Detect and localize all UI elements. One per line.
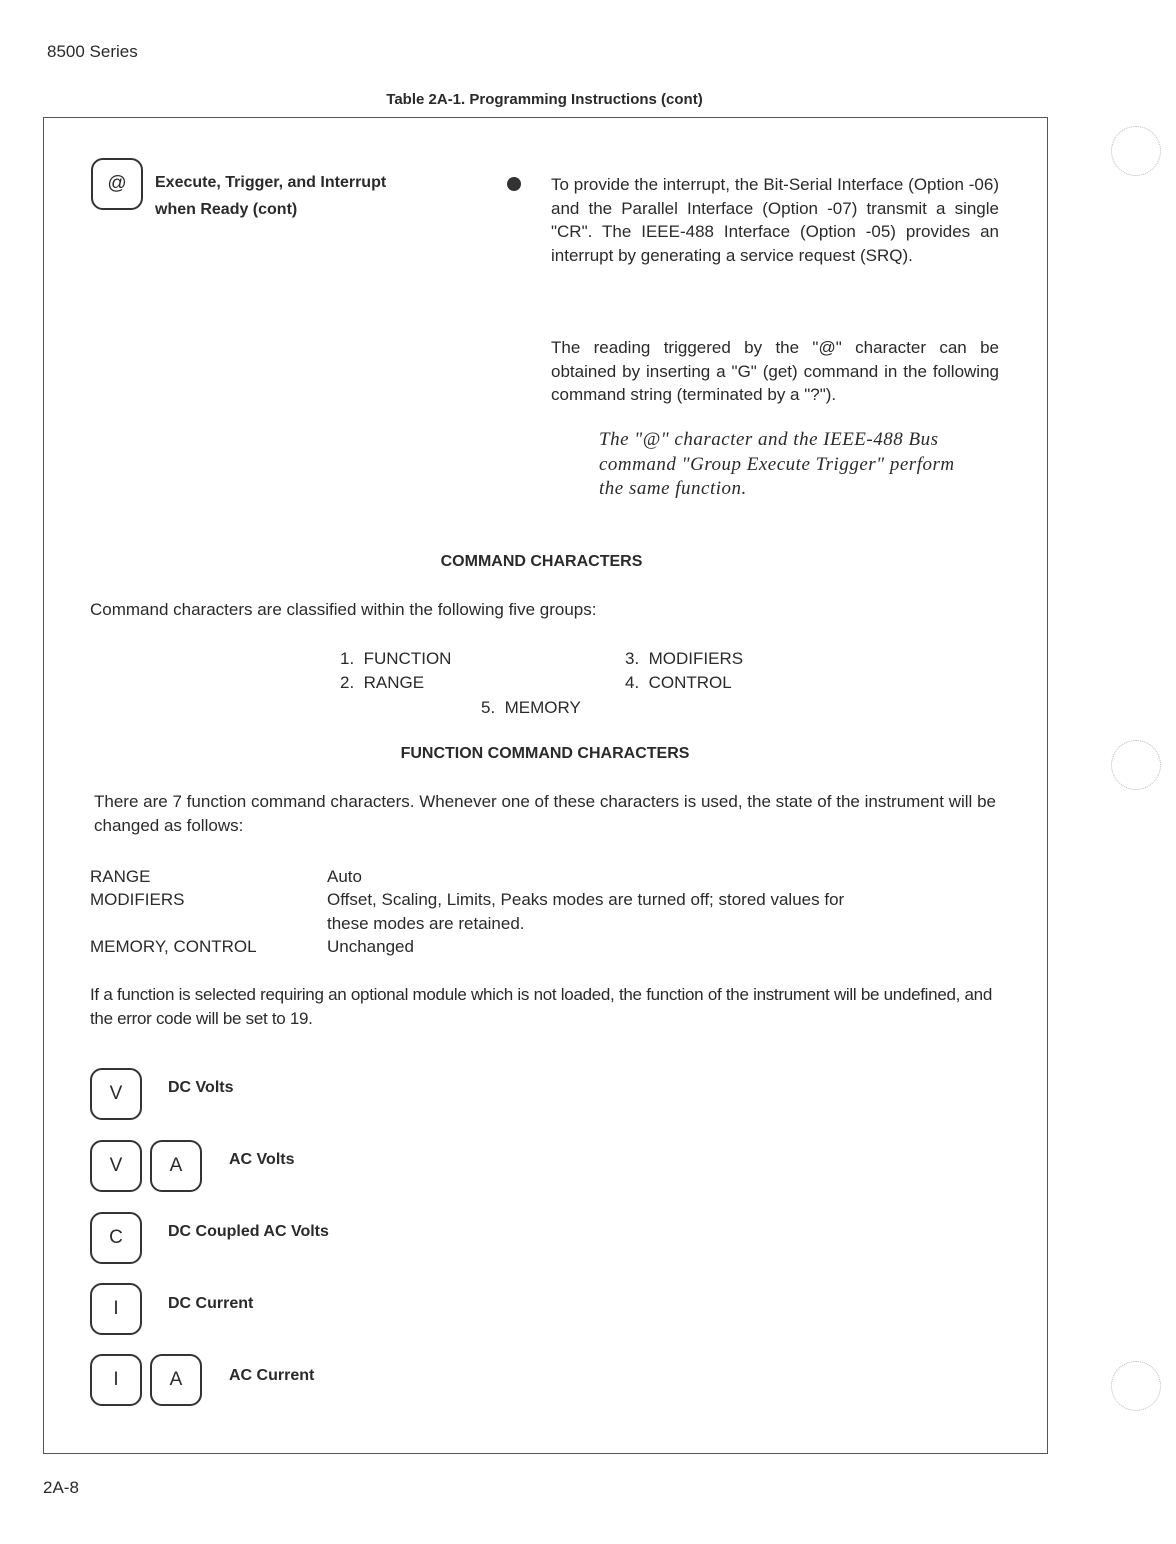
paragraph: Command characters are classified within the following five groups: [90,600,597,619]
entry-label: Execute, Trigger, and Interrupt [155,174,387,191]
table-title: Table 2A-1. Programming Instructions (cont) [386,91,703,108]
group-item: 5. MEMORY [481,698,581,717]
key-a: A [150,1354,202,1406]
state-value: Auto [327,867,362,886]
key-at: @ [91,158,143,210]
entry-label: when Ready (cont) [155,201,298,218]
key-c: C [90,1212,142,1264]
function-label: DC Coupled AC Volts [168,1223,329,1240]
paragraph: If a function is selected requiring an optional module which is not loaded, the function of the instrument will be undefined, and the error code will be set to 19. [90,985,992,1028]
function-label: DC Current [168,1295,254,1312]
function-label: AC Current [229,1367,315,1384]
punch-hole [1111,1361,1161,1411]
key-v: V [90,1068,142,1120]
state-name: RANGE [90,867,151,886]
table-frame [43,117,1048,1454]
function-label: AC Volts [229,1151,295,1168]
section-heading: COMMAND CHARACTERS [440,553,643,570]
key-i: I [90,1354,142,1406]
state-value: Unchanged [327,937,414,956]
state-name: MEMORY, CONTROL [90,937,257,956]
key-a: A [150,1140,202,1192]
key-i: I [90,1283,142,1335]
group-item: 4. CONTROL [625,673,732,692]
bullet-icon [507,177,521,191]
page-header: 8500 Series [47,42,138,61]
section-heading: FUNCTION COMMAND CHARACTERS [400,745,690,762]
paragraph: The reading triggered by the "@" character can be obtained by inserting a "G" (get) command in the following command string (terminated by a "?"). [551,338,999,404]
group-item: 2. RANGE [340,673,425,692]
punch-hole [1111,126,1161,176]
page-number: 2A-8 [43,1478,79,1497]
state-value: Offset, Scaling, Limits, Peaks modes are turned off; stored values for these modes are retained. [327,890,845,933]
function-label: DC Volts [168,1079,234,1096]
punch-hole [1111,740,1161,790]
state-name: MODIFIERS [90,890,185,909]
bullet-text: To provide the interrupt, the Bit-Serial Interface (Option -06) and the Parallel Interface (Option -07) transmit a single "CR". The IEEE-488 Interface (Option -05) provides an interrupt by generating a service request (SRQ). [551,175,999,265]
key-v: V [90,1140,142,1192]
paragraph: There are 7 function command characters. Whenever one of these characters is used, the state of the instrument will be changed as follows: [94,792,996,835]
note: The "@" character and the IEEE-488 Bus command "Group Execute Trigger" perform the same function. [599,429,955,499]
group-item: 1. FUNCTION [340,649,452,668]
group-item: 3. MODIFIERS [625,649,744,668]
